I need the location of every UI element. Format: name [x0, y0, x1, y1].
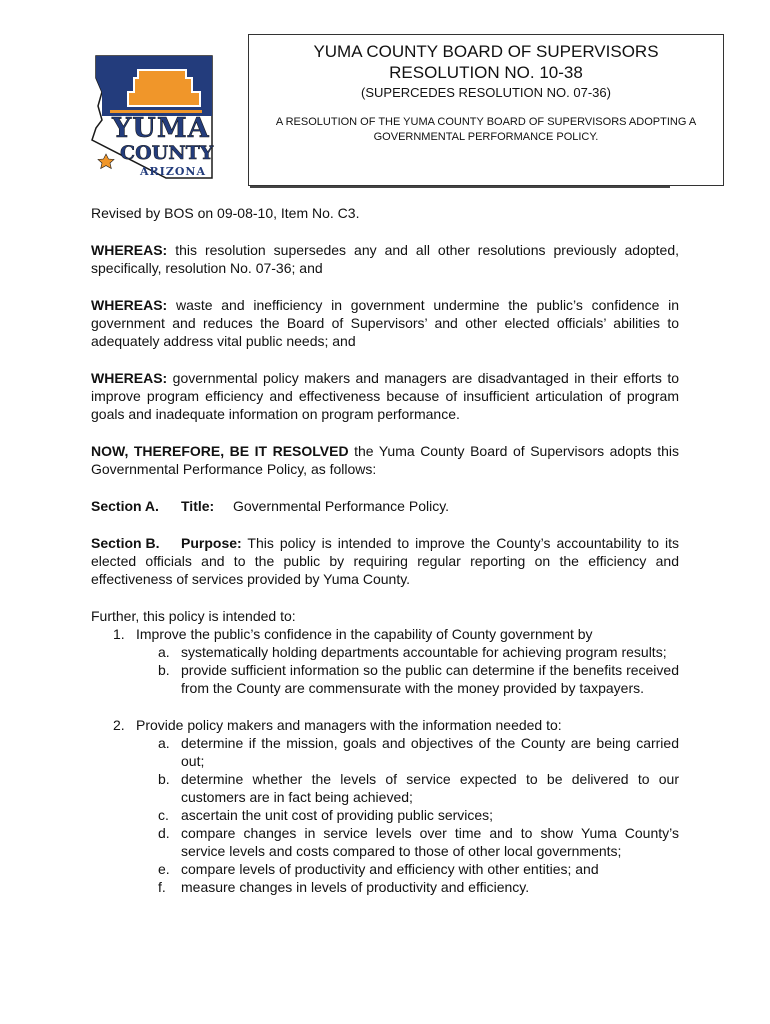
list-number: 2.	[113, 717, 125, 733]
whereas-label: WHEREAS:	[91, 242, 168, 258]
sub-list-text: provide sufficient information so the public can determine if the benefits received from the County are commensurate with the money provided by taxpayers.	[181, 662, 679, 696]
list-text: Improve the public’s confidence in the capability of County government by	[136, 626, 593, 642]
logo-text-county: COUNTY	[120, 142, 214, 164]
sub-list-text: compare changes in service levels over time and to show Yuma County’s service levels and costs compared to those of other local governments;	[181, 825, 679, 859]
sub-list-item	[91, 643, 679, 661]
sub-list-letter: a.	[158, 644, 170, 660]
section-b	[91, 534, 679, 588]
resolved-paragraph	[91, 442, 679, 478]
sub-list-letter: b.	[158, 662, 170, 678]
logo-text-yuma: YUMA	[112, 113, 210, 144]
list-item	[91, 625, 679, 643]
section-b-label: Section B.	[91, 535, 160, 551]
sub-list-item	[91, 806, 679, 824]
sub-list-text: systematically holding departments accountable for achieving program results;	[181, 644, 667, 660]
whereas-label: WHEREAS:	[91, 370, 168, 386]
section-a-title-label: Title:	[181, 498, 215, 514]
board-title: YUMA COUNTY BOARD OF SUPERVISORS	[313, 42, 659, 61]
resolution-header	[248, 34, 724, 186]
sub-list-letter: c.	[158, 807, 169, 823]
logo-text-arizona: ARIZONA	[140, 165, 207, 178]
sub-list-text: ascertain the unit cost of providing public services;	[181, 807, 494, 823]
sub-list-letter: f.	[158, 879, 166, 895]
section-b-purpose-label: Purpose:	[181, 535, 242, 551]
yuma-county-logo	[88, 44, 218, 184]
sub-list-text: measure changes in levels of productivity and efficiency.	[181, 879, 530, 895]
whereas-2-text: waste and inefficiency in government undermine the public’s confidence in government and reduces the Board of Supervisors’ and other elected officials’ abilities to adequately address vital public needs; and	[91, 297, 679, 349]
whereas-2	[91, 296, 679, 350]
sub-list-text: compare levels of productivity and efficiency with other entities; and	[181, 861, 599, 877]
whereas-1-text: this resolution supersedes any and all other resolutions previously adopted, specifically, resolution No. 07-36; and	[91, 242, 679, 276]
list-item	[91, 716, 679, 734]
sub-list-letter: a.	[158, 735, 170, 751]
sub-list-letter: e.	[158, 861, 170, 877]
sub-list-item	[91, 824, 679, 860]
resolution-description: A RESOLUTION OF THE YUMA COUNTY BOARD OF SUPERVISORS ADOPTING A GOVERNMENTAL PERFORMANCE POLICY.	[275, 116, 697, 143]
header-underline	[250, 186, 670, 188]
supercedes-note: (SUPERCEDES RESOLUTION NO. 07-36)	[361, 85, 611, 100]
list-text: Provide policy makers and managers with the information needed to:	[136, 717, 562, 733]
resolution-number: RESOLUTION NO. 10-38	[389, 63, 583, 82]
resolved-label: NOW, THEREFORE, BE IT RESOLVED	[91, 443, 349, 459]
sub-list-letter: d.	[158, 825, 170, 841]
sub-list-item	[91, 661, 679, 697]
sub-list-item	[91, 860, 679, 878]
sub-list-text: determine whether the levels of service expected to be delivered to our customers are in fact being achieved;	[181, 771, 679, 805]
list-number: 1.	[113, 626, 125, 642]
section-a-title: Governmental Performance Policy.	[233, 498, 450, 514]
whereas-1	[91, 241, 679, 277]
further-intro: Further, this policy is intended to:	[91, 608, 296, 624]
whereas-label: WHEREAS:	[91, 297, 168, 313]
section-a-label: Section A.	[91, 498, 159, 514]
sub-list-text: determine if the mission, goals and objectives of the County are being carried out;	[181, 735, 679, 769]
sub-list-letter: b.	[158, 771, 170, 787]
resolved-text: the Yuma County Board of Supervisors adopts this Governmental Performance Policy, as follows:	[91, 443, 680, 477]
revised-line: Revised by BOS on 09-08-10, Item No. C3.	[91, 205, 360, 221]
section-a	[91, 497, 679, 515]
whereas-3-text: governmental policy makers and managers are disadvantaged in their efforts to improve program efficiency and effectiveness because of insufficient articulation of program goals and inadequate information on program performance.	[91, 370, 679, 422]
sub-list-item	[91, 734, 679, 770]
sub-list-item	[91, 878, 679, 896]
sub-list-item	[91, 770, 679, 806]
whereas-3	[91, 369, 679, 423]
document-body	[91, 204, 679, 896]
section-b-text: This policy is intended to improve the County’s accountability to its elected officials and to the public by requiring regular reporting on the efficiency and effectiveness of services provided by Yuma County.	[91, 535, 679, 587]
